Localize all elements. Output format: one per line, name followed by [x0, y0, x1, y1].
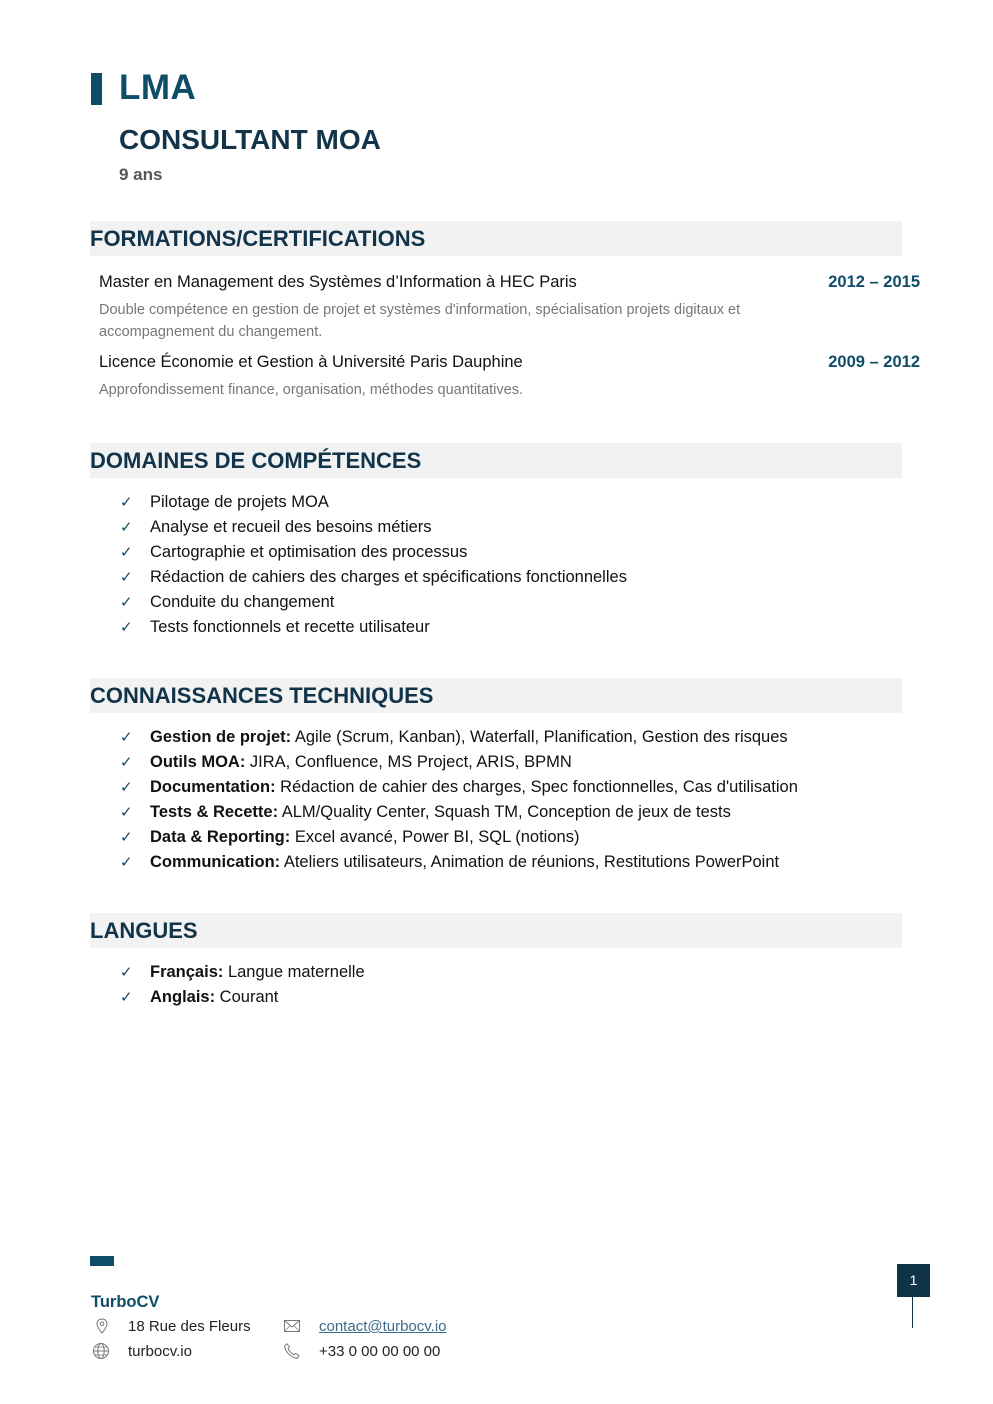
candidate-name: LMA: [119, 68, 197, 107]
check-icon: ✓: [120, 964, 133, 981]
list-item: ✓ Anglais: Courant: [120, 985, 365, 1010]
competences-list: [120, 490, 627, 640]
page-number-line: [912, 1297, 913, 1328]
name-accent-bar: [91, 73, 102, 105]
page-number: 1: [897, 1264, 930, 1297]
footer-website[interactable]: turbocv.io: [128, 1343, 192, 1360]
footer-address: 18 Rue des Fleurs: [128, 1318, 251, 1335]
section-langues: [90, 913, 902, 948]
education-description: Double compétence en gestion de projet et systèmes d'information, spécialisation projets digitaux et accompagnement du changement.: [99, 302, 741, 340]
list-item: ✓ Français: Langue maternelle: [120, 960, 365, 985]
list-item: ✓ Outils MOA: JIRA, Confluence, MS Project, ARIS, BPMN: [120, 750, 798, 775]
section-title: FORMATIONS/CERTIFICATIONS: [90, 226, 426, 251]
section-techniques: [90, 678, 902, 713]
list-item: ✓ Analyse et recueil des besoins métiers: [120, 515, 627, 540]
section-title: CONNAISSANCES TECHNIQUES: [90, 683, 434, 708]
list-item: ✓ Documentation: Rédaction de cahier des charges, Spec fonctionnelles, Cas d'utilisation: [120, 775, 798, 800]
footer-brand: TurboCV: [91, 1293, 160, 1311]
check-icon: ✓: [120, 544, 133, 561]
check-icon: ✓: [120, 619, 133, 636]
check-icon: ✓: [120, 779, 133, 796]
check-icon: ✓: [120, 519, 133, 536]
education-title: Licence Économie et Gestion à Université Paris Dauphine: [99, 353, 523, 371]
education-title: Master en Management des Systèmes d’Information à HEC Paris: [99, 273, 577, 291]
list-item: ✓ Cartographie et optimisation des processus: [120, 540, 627, 565]
list-item: ✓ Tests fonctionnels et recette utilisateur: [120, 615, 627, 640]
section-title: LANGUES: [90, 918, 198, 943]
check-icon: ✓: [120, 494, 133, 511]
check-icon: ✓: [120, 594, 133, 611]
education-description: Approfondissement finance, organisation, méthodes quantitatives.: [99, 382, 523, 398]
list-item: ✓ Pilotage de projets MOA: [120, 490, 627, 515]
section-title: DOMAINES DE COMPÉTENCES: [90, 448, 422, 473]
check-icon: ✓: [120, 989, 133, 1006]
globe-icon: [92, 1342, 110, 1360]
experience-years: 9 ans: [119, 165, 163, 184]
list-item: ✓ Rédaction de cahiers des charges et spécifications fonctionnelles: [120, 565, 627, 590]
check-icon: ✓: [120, 854, 133, 871]
section-formations: [90, 221, 902, 256]
check-icon: ✓: [120, 569, 133, 586]
check-icon: ✓: [120, 829, 133, 846]
location-pin-icon: [93, 1317, 111, 1335]
job-title: CONSULTANT MOA: [119, 124, 381, 155]
langues-list: [120, 960, 365, 1010]
phone-icon: [283, 1342, 301, 1360]
list-item: ✓ Gestion de projet: Agile (Scrum, Kanban), Waterfall, Planification, Gestion des risques: [120, 725, 798, 750]
footer-accent-bar: [90, 1256, 114, 1266]
education-dates: 2012 – 2015: [828, 273, 920, 291]
techniques-list: [120, 725, 798, 875]
footer-email-link[interactable]: contact@turbocv.io: [319, 1318, 447, 1335]
list-item: ✓ Data & Reporting: Excel avancé, Power BI, SQL (notions): [120, 825, 798, 850]
education-dates: 2009 – 2012: [828, 353, 920, 371]
list-item: ✓ Tests & Recette: ALM/Quality Center, Squash TM, Conception de jeux de tests: [120, 800, 798, 825]
list-item: ✓ Communication: Ateliers utilisateurs, Animation de réunions, Restitutions PowerPoint: [120, 850, 798, 875]
check-icon: ✓: [120, 729, 133, 746]
mail-icon: [283, 1317, 301, 1335]
footer-phone: +33 0 00 00 00 00: [319, 1343, 441, 1360]
list-item: ✓ Conduite du changement: [120, 590, 627, 615]
section-competences: [90, 443, 902, 478]
check-icon: ✓: [120, 804, 133, 821]
check-icon: ✓: [120, 754, 133, 771]
